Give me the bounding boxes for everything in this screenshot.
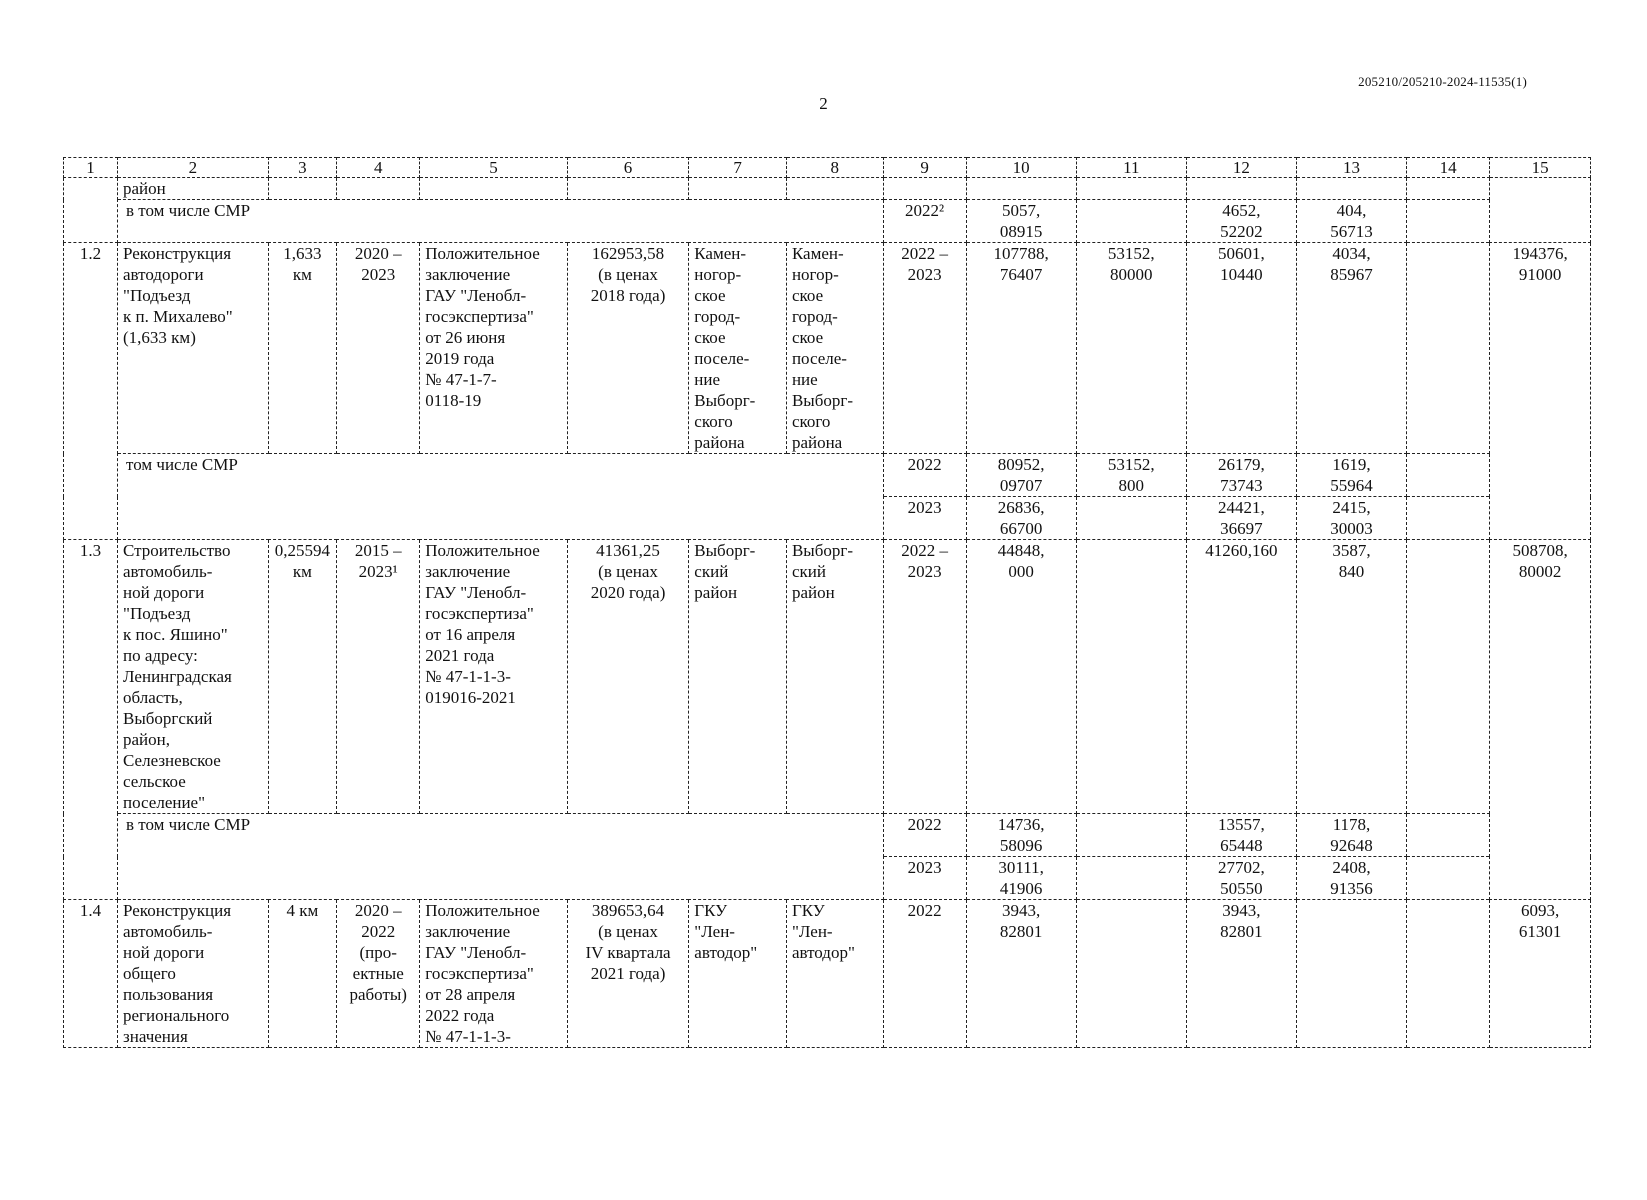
col-13: 3587, 840 bbox=[1296, 540, 1406, 814]
smr-col-11 bbox=[1076, 814, 1186, 857]
cell-empty bbox=[1076, 178, 1186, 200]
customer: Выборг- ский район bbox=[689, 540, 787, 814]
smr-col-10: 30111, 41906 bbox=[966, 857, 1076, 900]
smr-year: 2022 bbox=[883, 814, 966, 857]
smr-col-11: 53152, 800 bbox=[1076, 454, 1186, 497]
col-header: 15 bbox=[1490, 158, 1591, 178]
col-11 bbox=[1076, 900, 1186, 1048]
smr-year: 2023 bbox=[883, 857, 966, 900]
customer: Камен- ногор- ское город- ское поселе- ние Выборг- ского района bbox=[689, 243, 787, 454]
object-length: 4 км bbox=[268, 900, 337, 1048]
smr-col-14 bbox=[1407, 454, 1490, 497]
document-id: 205210/205210-2024-11535(1) bbox=[1358, 74, 1527, 89]
col-header: 8 bbox=[786, 158, 883, 178]
table-body bbox=[64, 158, 1591, 1048]
smr-col-14 bbox=[1407, 497, 1490, 540]
col-header: 12 bbox=[1186, 158, 1296, 178]
smr-col-10: 5057, 08915 bbox=[966, 200, 1076, 243]
smr-col-13: 2408, 91356 bbox=[1296, 857, 1406, 900]
col-header: 5 bbox=[420, 158, 568, 178]
col-11 bbox=[1076, 540, 1186, 814]
col-12: 41260,160 bbox=[1186, 540, 1296, 814]
object-length: 1,633 км bbox=[268, 243, 337, 454]
cell-empty bbox=[268, 178, 337, 200]
col-header: 9 bbox=[883, 158, 966, 178]
developer: Камен- ногор- ское город- ское поселе- ние Выборг- ского района bbox=[786, 243, 883, 454]
col-header: 7 bbox=[689, 158, 787, 178]
smr-col-12: 13557, 65448 bbox=[1186, 814, 1296, 857]
cell-empty bbox=[689, 178, 787, 200]
smr-col-11 bbox=[1076, 497, 1186, 540]
developer: ГКУ "Лен- автодор" bbox=[786, 900, 883, 1048]
col-10: 107788, 76407 bbox=[966, 243, 1076, 454]
item-row bbox=[64, 900, 1591, 1048]
expert-conclusion: Положительное заключение ГАУ "Ленобл- госэкспертиза" от 26 июня 2019 года № 47-1-7- 0118-19 bbox=[420, 243, 568, 454]
smr-year: 2022 bbox=[883, 454, 966, 497]
col-13: 4034, 85967 bbox=[1296, 243, 1406, 454]
cell-empty bbox=[337, 178, 420, 200]
col-header: 6 bbox=[567, 158, 689, 178]
smr-col-12: 4652, 52202 bbox=[1186, 200, 1296, 243]
estimated-cost: 162953,58 (в ценах 2018 года) bbox=[567, 243, 689, 454]
smr-col-13: 2415, 30003 bbox=[1296, 497, 1406, 540]
smr-col-10: 80952, 09707 bbox=[966, 454, 1076, 497]
smr-label: в том числе СМР bbox=[118, 200, 884, 243]
col-header: 10 bbox=[966, 158, 1076, 178]
expert-conclusion: Положительное заключение ГАУ "Ленобл- госэкспертиза" от 28 апреля 2022 года № 47-1-1-3- bbox=[420, 900, 568, 1048]
item-row bbox=[64, 243, 1591, 454]
col-14 bbox=[1407, 540, 1490, 814]
cell-empty bbox=[1186, 178, 1296, 200]
col-header: 4 bbox=[337, 158, 420, 178]
smr-col-12: 26179, 73743 bbox=[1186, 454, 1296, 497]
smr-row bbox=[64, 200, 1591, 243]
financing-year: 2022 – 2023 bbox=[883, 540, 966, 814]
cell-empty bbox=[420, 178, 568, 200]
smr-col-12: 27702, 50550 bbox=[1186, 857, 1296, 900]
col-header: 3 bbox=[268, 158, 337, 178]
smr-col-14 bbox=[1407, 814, 1490, 857]
smr-col-13: 1619, 55964 bbox=[1296, 454, 1406, 497]
customer: ГКУ "Лен- автодор" bbox=[689, 900, 787, 1048]
col-12: 50601, 10440 bbox=[1186, 243, 1296, 454]
col-15: 508708, 80002 bbox=[1490, 540, 1591, 900]
col-14 bbox=[1407, 243, 1490, 454]
smr-col-11 bbox=[1076, 857, 1186, 900]
cell-empty bbox=[567, 178, 689, 200]
smr-col-13: 404, 56713 bbox=[1296, 200, 1406, 243]
estimated-cost: 41361,25 (в ценах 2020 года) bbox=[567, 540, 689, 814]
smr-col-10: 26836, 66700 bbox=[966, 497, 1076, 540]
cell-empty bbox=[883, 178, 966, 200]
col-15: 6093, 61301 bbox=[1490, 900, 1591, 1048]
object-name: Строительство автомобиль- ной дороги "Подъезд к пос. Яшино" по адресу: Ленинградская область, Выборгский район, Селезневское сельское поселение" bbox=[118, 540, 269, 814]
col-10: 3943, 82801 bbox=[966, 900, 1076, 1048]
col-12: 3943, 82801 bbox=[1186, 900, 1296, 1048]
cell-empty bbox=[966, 178, 1076, 200]
cell-empty bbox=[786, 178, 883, 200]
smr-col-11 bbox=[1076, 200, 1186, 243]
smr-col-13: 1178, 92648 bbox=[1296, 814, 1406, 857]
smr-row bbox=[64, 814, 1591, 857]
expert-conclusion: Положительное заключение ГАУ "Ленобл- госэкспертиза" от 16 апреля 2021 года № 47-1-1-3- 019016-2021 bbox=[420, 540, 568, 814]
header-row bbox=[64, 158, 1591, 178]
smr-col-14 bbox=[1407, 200, 1490, 243]
object-name: Реконструкция автомобиль- ной дороги общего пользования регионального значения bbox=[118, 900, 269, 1048]
object-length: 0,25594 км bbox=[268, 540, 337, 814]
smr-year: 2023 bbox=[883, 497, 966, 540]
cell-empty bbox=[1296, 178, 1406, 200]
col-header: 2 bbox=[118, 158, 269, 178]
col-header: 1 bbox=[64, 158, 118, 178]
item-number: 1.4 bbox=[64, 900, 118, 1048]
smr-row bbox=[64, 454, 1591, 497]
investment-table bbox=[63, 157, 1591, 1048]
col-header: 11 bbox=[1076, 158, 1186, 178]
estimated-cost: 389653,64 (в ценах IV квартала 2021 года) bbox=[567, 900, 689, 1048]
col-13 bbox=[1296, 900, 1406, 1048]
smr-year: 2022² bbox=[883, 200, 966, 243]
col-10: 44848, 000 bbox=[966, 540, 1076, 814]
cell-empty bbox=[64, 178, 118, 243]
cell-empty bbox=[1490, 178, 1591, 243]
smr-label: том числе СМР bbox=[118, 454, 884, 540]
smr-col-14 bbox=[1407, 857, 1490, 900]
col-header: 13 bbox=[1296, 158, 1406, 178]
item-row bbox=[64, 540, 1591, 814]
item-number: 1.2 bbox=[64, 243, 118, 540]
period: 2020 – 2023 bbox=[337, 243, 420, 454]
object-name: Реконструкция автодороги "Подъезд к п. Михалево" (1,633 км) bbox=[118, 243, 269, 454]
continuation-row bbox=[64, 178, 1591, 200]
financing-year: 2022 – 2023 bbox=[883, 243, 966, 454]
smr-label: в том числе СМР bbox=[118, 814, 884, 900]
developer: Выборг- ский район bbox=[786, 540, 883, 814]
col-11: 53152, 80000 bbox=[1076, 243, 1186, 454]
cell-empty bbox=[1407, 178, 1490, 200]
item-number: 1.3 bbox=[64, 540, 118, 900]
period: 2020 – 2022 (про- ектные работы) bbox=[337, 900, 420, 1048]
col-15: 194376, 91000 bbox=[1490, 243, 1591, 540]
continuation-text: район bbox=[118, 178, 269, 200]
col-header: 14 bbox=[1407, 158, 1490, 178]
col-14 bbox=[1407, 900, 1490, 1048]
page-number: 2 bbox=[819, 94, 828, 113]
financing-year: 2022 bbox=[883, 900, 966, 1048]
period: 2015 – 2023¹ bbox=[337, 540, 420, 814]
smr-col-10: 14736, 58096 bbox=[966, 814, 1076, 857]
smr-col-12: 24421, 36697 bbox=[1186, 497, 1296, 540]
